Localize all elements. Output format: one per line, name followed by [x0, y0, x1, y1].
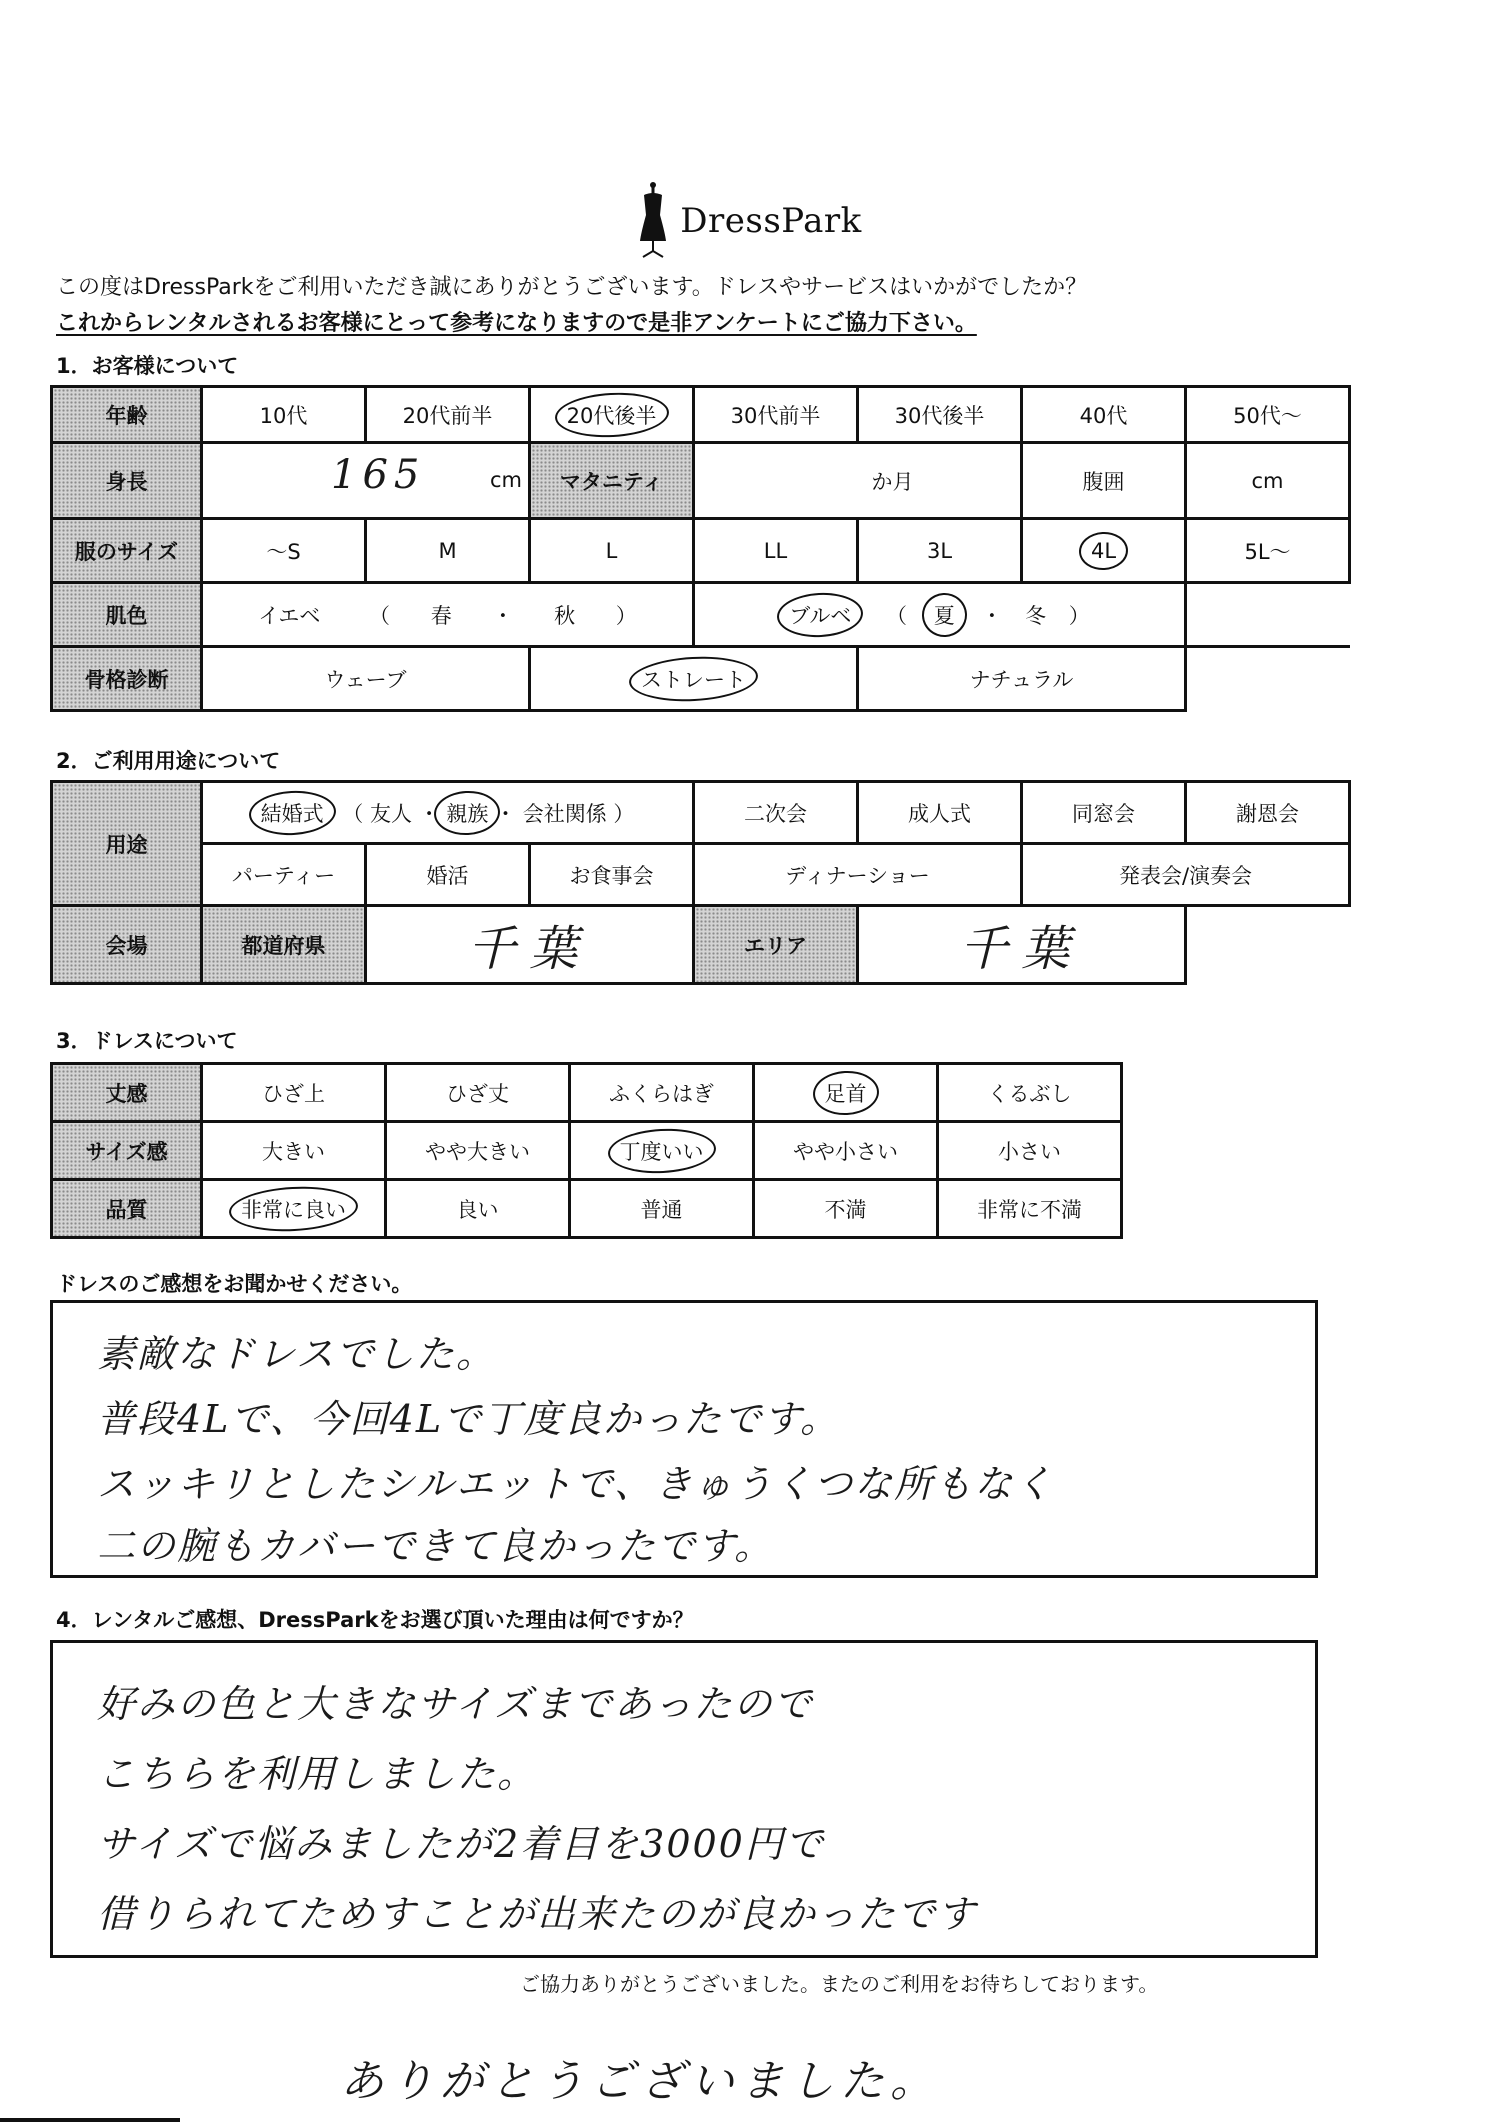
quality-label: 品質 [52, 1180, 202, 1238]
age-option[interactable]: 20代前半 [366, 387, 530, 443]
age-option[interactable]: 50代～ [1186, 387, 1350, 443]
bone-option[interactable]: ウェーブ [202, 647, 530, 711]
length-option[interactable]: ふくらはぎ [570, 1064, 754, 1122]
brand-logo [0, 176, 1500, 266]
reason-line: こちらを利用しました。 [97, 1752, 538, 1796]
paren-open: （ [342, 801, 364, 826]
prefecture-field[interactable] [366, 906, 694, 984]
bottom-edge-mark [0, 2118, 180, 2122]
venue-row [52, 906, 1350, 984]
bone-label: 骨格診断 [52, 647, 202, 711]
quality-option-selected[interactable] [202, 1180, 386, 1238]
area-label: エリア [694, 906, 858, 984]
bone-option[interactable]: ナチュラル [858, 647, 1186, 711]
prefecture-label: 都道府県 [202, 906, 366, 984]
skin-blue-option[interactable] [694, 583, 1186, 647]
section1-title: 1．お客様について [56, 354, 239, 378]
fit-option[interactable]: やや大きい [386, 1122, 570, 1180]
length-option-selected[interactable] [754, 1064, 938, 1122]
selection-circle: 20代後半 [567, 400, 657, 430]
paren-open: （ [369, 603, 391, 628]
section3-title: 3．ドレスについて [56, 1029, 238, 1053]
length-option[interactable]: くるぶし [938, 1064, 1122, 1122]
prefecture-value: 千葉 [467, 921, 592, 977]
purpose-option[interactable]: パーティー [202, 844, 366, 906]
purpose-table [50, 780, 1351, 985]
area-value: 千葉 [959, 921, 1084, 977]
impressions-line: 素敵なドレスでした。 [97, 1332, 496, 1376]
skin-row [52, 583, 1350, 647]
intro-request: これからレンタルされるお客様にとって参考になりますので是非アンケートにご協力下さい。 [56, 311, 977, 336]
selection-circle: 足首 [825, 1078, 867, 1108]
paren-close: ） [613, 801, 635, 826]
signoff-note: ありがとうございました。 [340, 2056, 940, 2107]
size-option[interactable]: M [366, 519, 530, 583]
company-option: 会社関係 [522, 801, 607, 826]
age-option[interactable]: 10代 [202, 387, 366, 443]
purpose-option[interactable]: 発表会/演奏会 [1022, 844, 1350, 906]
skin-label: 肌色 [52, 583, 202, 647]
intro-text: この度はDressParkをご利用いただき誠にありがとうございます。ドレスやサービスはいかがでしたか？ [56, 275, 1088, 300]
empty-cell [1186, 583, 1350, 647]
purpose-option[interactable]: ディナーショー [694, 844, 1022, 906]
height-value: 165 [331, 452, 426, 498]
waist-unit: cm [1251, 468, 1284, 493]
length-option[interactable]: ひざ上 [202, 1064, 386, 1122]
dress-form-icon [638, 181, 668, 261]
venue-label: 会場 [52, 906, 202, 984]
reason-line: サイズで悩みましたが2着目を3000円で [97, 1822, 825, 1866]
season-winter: 冬 [1025, 603, 1047, 628]
months-label: か月 [871, 469, 914, 494]
section2-title: 2．ご利用用途について [56, 749, 281, 773]
height-row [52, 443, 1350, 519]
skin-yellow-name: イエベ [258, 603, 321, 628]
season-spring: 春 [430, 603, 452, 628]
length-option[interactable]: ひざ丈 [386, 1064, 570, 1122]
selection-circle: ストレート [641, 664, 746, 694]
impressions-textarea[interactable] [50, 1300, 1318, 1578]
bone-row [52, 647, 1350, 711]
purpose-row-2 [52, 844, 1350, 906]
reason-textarea[interactable] [50, 1640, 1318, 1958]
age-option[interactable]: 40代 [1022, 387, 1186, 443]
months-field[interactable] [694, 443, 1022, 519]
fit-row [52, 1122, 1122, 1180]
selection-circle: 丁度いい [620, 1136, 704, 1166]
purpose-option[interactable]: 同窓会 [1022, 782, 1186, 844]
skin-blue-name: ブルベ [789, 600, 851, 630]
separator: ・ [418, 801, 440, 826]
height-unit: cm [489, 468, 522, 492]
age-label: 年齢 [52, 387, 202, 443]
selection-circle: 4L [1090, 538, 1117, 563]
fit-option-selected[interactable] [570, 1122, 754, 1180]
customer-table [50, 385, 1351, 712]
age-row [52, 387, 1350, 443]
size-row [52, 519, 1350, 583]
purpose-option[interactable]: 成人式 [858, 782, 1022, 844]
waist-label: 腹囲 [1022, 443, 1186, 519]
separator: ・ [495, 801, 517, 826]
impressions-line: 普段4Lで、今回4Lで丁度良かったです。 [97, 1397, 841, 1441]
impressions-line: 二の腕もカバーできて良かったです。 [97, 1524, 774, 1568]
fit-option[interactable]: 大きい [202, 1122, 386, 1180]
size-option-selected[interactable] [1022, 519, 1186, 583]
paren-close: ） [1068, 603, 1090, 628]
empty-cell [1186, 647, 1350, 711]
purpose-option[interactable]: 婚活 [366, 844, 530, 906]
area-field[interactable] [858, 906, 1186, 984]
age-option[interactable]: 30代前半 [694, 387, 858, 443]
dress-table [50, 1062, 1123, 1239]
size-option[interactable]: 3L [858, 519, 1022, 583]
fit-option[interactable]: やや小さい [754, 1122, 938, 1180]
quality-option[interactable]: 非常に不満 [938, 1180, 1122, 1238]
separator: ・ [492, 603, 514, 628]
size-option[interactable]: 5L～ [1186, 519, 1350, 583]
length-row [52, 1064, 1122, 1122]
quality-option[interactable]: 良い [386, 1180, 570, 1238]
brand-name: DressPark [680, 201, 862, 241]
size-option[interactable]: LL [694, 519, 858, 583]
bone-option-selected[interactable] [530, 647, 858, 711]
paren-close: ） [615, 603, 637, 628]
height-field[interactable] [202, 443, 530, 519]
age-option-selected[interactable] [530, 387, 694, 443]
quality-option[interactable]: 普通 [570, 1180, 754, 1238]
thanks-message: ご協力ありがとうございました。またのご利用をお待ちしております。 [520, 1972, 1159, 1996]
maternity-label: マタニティ [530, 443, 694, 519]
size-option[interactable]: ～S [202, 519, 366, 583]
fit-option[interactable]: 小さい [938, 1122, 1122, 1180]
season-autumn: 秋 [554, 603, 576, 628]
purpose-option[interactable]: 二次会 [694, 782, 858, 844]
relative-selected: 親族 [446, 798, 488, 828]
friend-option: 友人 [369, 801, 412, 826]
purpose-option[interactable]: 謝恩会 [1186, 782, 1350, 844]
quality-option[interactable]: 不満 [754, 1180, 938, 1238]
empty-cell [1186, 906, 1350, 984]
season-summer: 夏 [934, 600, 955, 630]
age-option[interactable]: 30代後半 [858, 387, 1022, 443]
paren-open: （ [886, 603, 908, 628]
purpose-option[interactable]: お食事会 [530, 844, 694, 906]
impressions-prompt: ドレスのご感想をお聞かせください。 [56, 1272, 413, 1296]
selection-circle: 非常に良い [241, 1194, 346, 1224]
quality-row [52, 1180, 1122, 1238]
wedding-option[interactable] [202, 782, 694, 844]
wedding-selected: 結婚式 [261, 798, 324, 828]
impressions-line: スッキリとしたシルエットで、きゅうくつな所もなく [97, 1462, 1055, 1506]
size-label: 服のサイズ [52, 519, 202, 583]
size-option[interactable]: L [530, 519, 694, 583]
purpose-label: 用途 [52, 782, 202, 906]
fit-label: サイズ感 [52, 1122, 202, 1180]
length-label: 丈感 [52, 1064, 202, 1122]
height-label: 身長 [52, 443, 202, 519]
reason-line: 好みの色と大きなサイズまであったので [97, 1682, 814, 1726]
waist-field[interactable] [1186, 443, 1350, 519]
skin-yellow-option[interactable] [202, 583, 694, 647]
reason-line: 借りられてためすことが出来たのが良かったです [97, 1892, 978, 1936]
separator: ・ [981, 603, 1003, 628]
purpose-row-1 [52, 782, 1350, 844]
section4-title: 4．レンタルご感想、DressParkをお選び頂いた理由は何ですか？ [56, 1608, 694, 1632]
